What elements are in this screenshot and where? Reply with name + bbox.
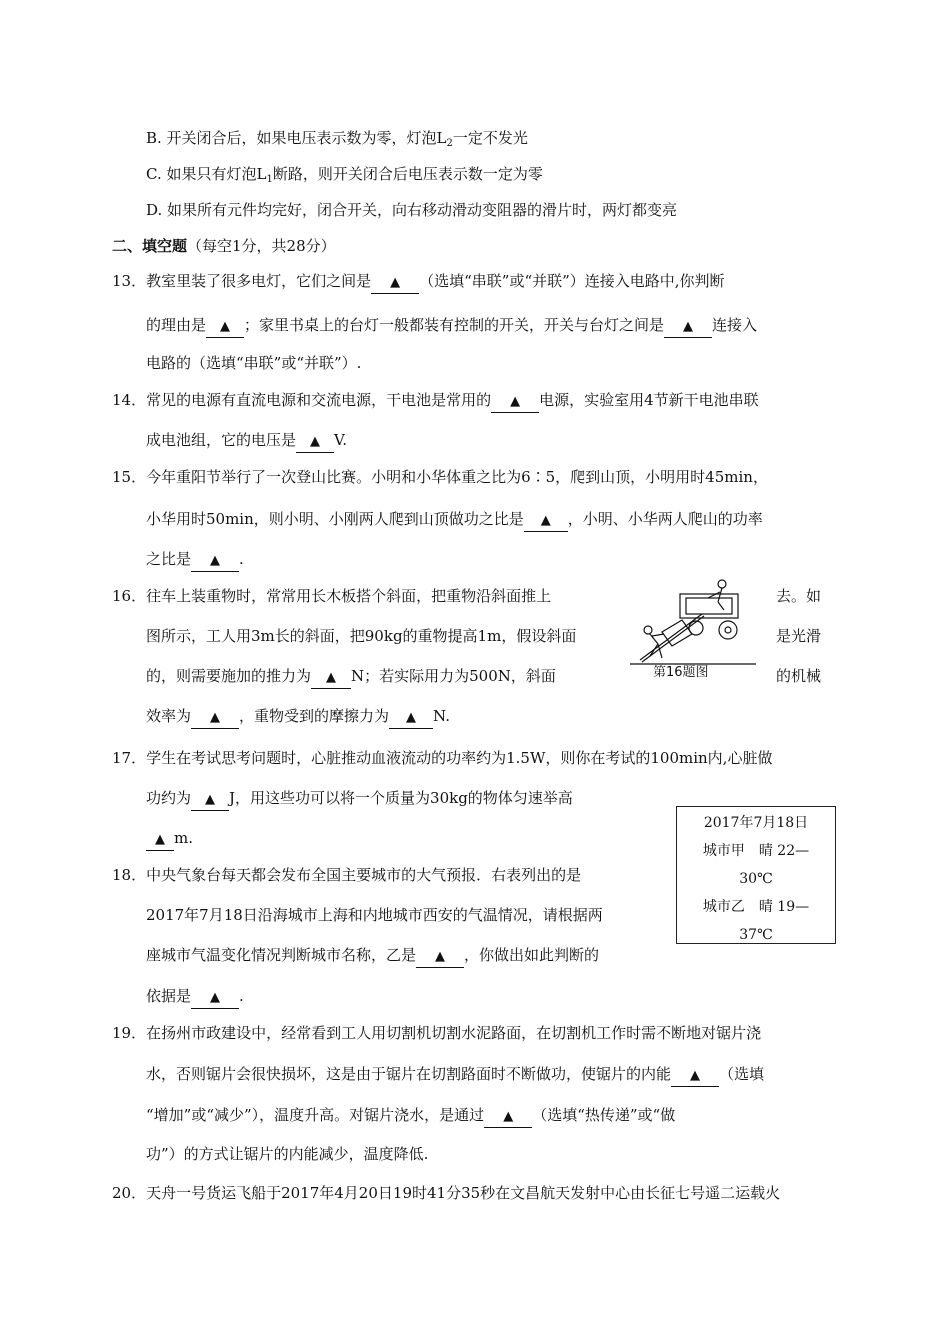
q16-line-3-end: 的机械	[776, 667, 822, 685]
q19-text: “增加”或“减少”），温度升高。对锯片浇水，是通过	[146, 1106, 485, 1124]
weather-forecast-box	[676, 806, 836, 944]
q20-line-1	[112, 1183, 780, 1203]
option-c-subscript: 1	[266, 174, 273, 185]
q18-text: 依据是	[146, 987, 192, 1005]
figure-caption: 第16题图	[653, 665, 709, 680]
answer-blank[interactable]: ▲	[191, 988, 239, 1009]
question-number: 13．	[112, 272, 147, 290]
option-d: D. 如果所有元件均完好，闭合开关，向右移动滑动变阻器的滑片时，两灯都变亮	[146, 201, 678, 219]
q19-text: 在扬州市政建设中，经常看到工人用切割机切割水泥路面，在切割机工作时需不断地对锯片浇	[146, 1024, 762, 1042]
answer-blank[interactable]: ▲	[524, 511, 568, 532]
q14-line-1	[112, 390, 759, 413]
question-number: 17．	[112, 749, 147, 767]
q19-line-3	[146, 1105, 675, 1128]
q18-text: ，你做出如此判断的	[464, 946, 600, 964]
question-number: 16．	[112, 587, 147, 605]
q16-text: N；若实际用力为500N，斜面	[351, 667, 556, 685]
q18-line-2: 2017年7月18日沿海城市上海和内地城市西安的气温情况，请根据两	[146, 906, 603, 924]
answer-blank[interactable]: ▲	[416, 947, 464, 968]
q16-text: ，重物受到的摩擦力为	[239, 707, 390, 725]
q19-line-2	[146, 1064, 764, 1087]
q13-text: 教室里装了很多电灯，它们之间是	[146, 272, 372, 290]
q15-line-2	[146, 509, 763, 532]
answer-blank[interactable]: ▲	[484, 1107, 532, 1128]
worker-arm-shape	[652, 634, 664, 636]
answer-blank[interactable]: ▲	[664, 317, 712, 338]
option-c-text-end: 断路，则开关闭合后电压表示数一定为零	[272, 165, 543, 183]
q19-text: （选填	[719, 1065, 765, 1083]
q19-line-1	[112, 1023, 761, 1043]
q19-line-4: 功”）的方式让锯片的内能减少，温度降低.	[146, 1145, 429, 1163]
worker-head-shape	[718, 580, 726, 588]
option-b	[146, 128, 528, 154]
q16-text: 的，则需要施加的推力为	[146, 667, 312, 685]
q16-line-4	[146, 706, 450, 729]
weather-city-a-temp: 30℃	[739, 871, 773, 887]
weather-city-b-temp: 37℃	[739, 927, 773, 943]
q16-line-1	[112, 586, 551, 606]
q16-text: N.	[433, 707, 450, 725]
answer-blank[interactable]: ▲	[146, 830, 174, 851]
section-title: 二、填空题	[112, 237, 188, 255]
worker-leg-shape	[658, 644, 662, 658]
answer-blank[interactable]: ▲	[191, 790, 229, 811]
section-heading	[112, 236, 336, 256]
answer-blank[interactable]: ▲	[206, 317, 244, 338]
q13-text: （选填“串联”或“并联”）连接入电路中,你判断	[419, 272, 725, 290]
answer-blank[interactable]: ▲	[389, 708, 433, 729]
q16-line-2-end: 是光滑	[776, 627, 822, 645]
incline-plank-shape	[640, 614, 702, 660]
q17-line-2	[146, 788, 573, 811]
weather-city-b: 城市乙 晴 19—	[702, 899, 810, 915]
option-b-subscript: 2	[446, 138, 453, 149]
section-note: （每空1分，共28分）	[187, 237, 336, 255]
q13-line-1	[112, 271, 842, 294]
q17-text: 学生在考试思考问题时，心脏推动血液流动的功率约为1.5W，则你在考试的100min内,心脏做	[146, 749, 773, 767]
question-number: 20．	[112, 1184, 147, 1202]
q14-text: V.	[334, 431, 347, 449]
q13-text: 连接入	[712, 316, 758, 334]
answer-blank[interactable]: ▲	[491, 392, 539, 413]
question-number: 19．	[112, 1024, 147, 1042]
answer-blank[interactable]: ▲	[296, 432, 334, 453]
q15-text: 之比是	[146, 550, 192, 568]
worker-head-shape	[644, 626, 652, 634]
q14-text: 电源，实验室用4节新干电池串联	[539, 391, 759, 409]
q13-text: 的理由是	[146, 316, 207, 334]
q15-text: .	[239, 550, 244, 568]
worker-body-shape	[718, 588, 722, 602]
weather-date: 2017年7月18日	[703, 815, 809, 831]
q18-line-1	[112, 865, 581, 885]
q16-line-1-end: 去。如	[776, 587, 822, 605]
answer-blank[interactable]: ▲	[191, 551, 239, 572]
q16-text: 效率为	[146, 707, 192, 725]
worker-leg-shape	[650, 644, 658, 656]
q18-line-3	[146, 945, 599, 968]
q13-line-2	[146, 315, 757, 338]
q15-line-1	[112, 467, 768, 487]
answer-blank[interactable]: ▲	[671, 1066, 719, 1087]
worker-arm-shape	[708, 592, 720, 598]
q19-text: 水，否则锯片会很快损坏，这是由于锯片在切割路面时不断做功，使锯片的内能	[146, 1065, 672, 1083]
q15-text: 今年重阳节举行了一次登山比赛。小明和小华体重之比为6∶5，爬到山顶，小明用时45min，	[146, 468, 768, 486]
worker-leg-shape	[718, 602, 724, 610]
q17-line-3	[146, 828, 193, 851]
q14-text: 常见的电源有直流电源和交流电源，干电池是常用的	[146, 391, 492, 409]
truck-inner-shape	[686, 598, 732, 614]
question-number: 15．	[112, 468, 147, 486]
q17-text: J，用这些功可以将一个质量为30kg的物体匀速举高	[229, 789, 573, 807]
option-c-text: C. 如果只有灯泡L	[146, 165, 267, 183]
q15-line-3	[146, 549, 244, 572]
q16-line-3	[146, 666, 556, 689]
answer-blank[interactable]: ▲	[311, 668, 351, 689]
answer-blank[interactable]: ▲	[191, 708, 239, 729]
wheel-hub-shape	[725, 627, 731, 633]
wheel-shape	[719, 621, 737, 639]
q18-text: 中央气象台每天都会发布全国主要城市的大气预报．右表列出的是	[146, 866, 582, 884]
option-b-text: B. 开关闭合后，如果电压表示数为零，灯泡L	[146, 129, 447, 147]
q13-line-3: 电路的（选填“串联”或“并联”）.	[146, 354, 362, 372]
q18-text: 座城市气温变化情况判断城市名称，乙是	[146, 946, 417, 964]
q14-text: 成电池组，它的电压是	[146, 431, 297, 449]
weather-city-a: 城市甲 晴 22—	[702, 843, 810, 859]
q20-text: 天舟一号货运飞船于2017年4月20日19时41分35秒在文昌航天发射中心由长征七号遥二运载火	[146, 1184, 781, 1202]
q17-text: m.	[174, 829, 193, 847]
q17-text: 功约为	[146, 789, 192, 807]
option-b-text-end: 一定不发光	[452, 129, 528, 147]
question-number: 18．	[112, 866, 147, 884]
q15-text: ，小明、小华两人爬山的功率	[567, 510, 763, 528]
q16-line-2: 图所示，工人用3m长的斜面，把90kg的重物提高1m，假设斜面	[146, 627, 577, 645]
q19-text: （选填“热传递”或“做	[532, 1106, 676, 1124]
q14-line-2	[146, 430, 347, 453]
q13-text: ；家里书桌上的台灯一般都装有控制的开关，开关与台灯之间是	[244, 316, 665, 334]
answer-blank[interactable]: ▲	[371, 273, 419, 294]
q16-text: 往车上装重物时，常常用长木板搭个斜面，把重物沿斜面推上	[146, 587, 552, 605]
q15-text: 小华用时50min，则小明、小刚两人爬到山顶做功之比是	[146, 510, 524, 528]
option-c	[146, 164, 543, 190]
q18-text: .	[239, 987, 244, 1005]
q18-line-4	[146, 986, 244, 1009]
q17-line-1	[112, 748, 772, 768]
question-number: 14．	[112, 391, 147, 409]
